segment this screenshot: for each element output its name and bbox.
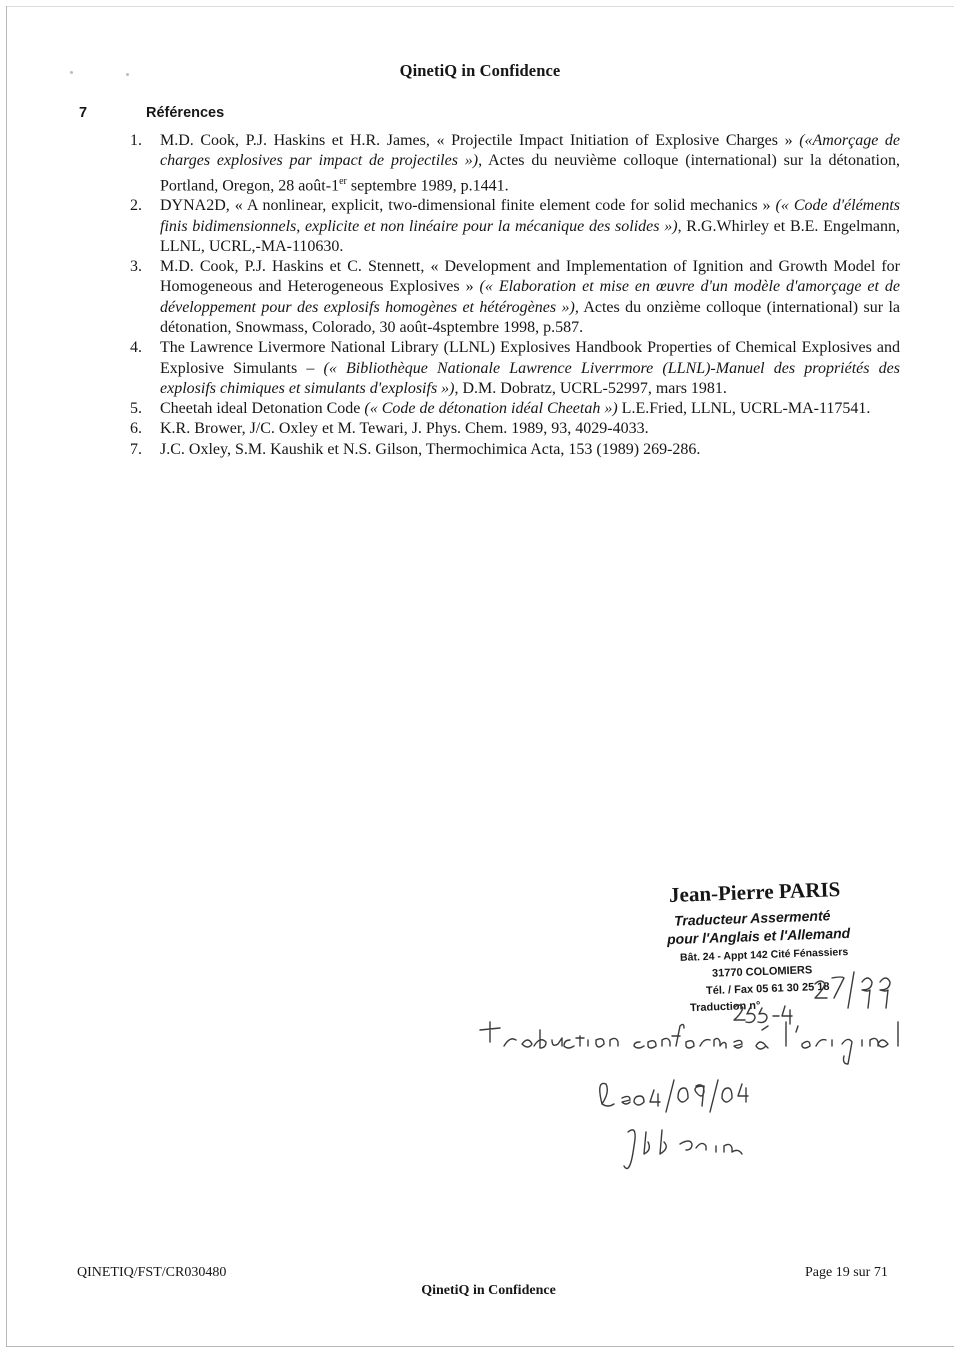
reference-item (120, 196, 900, 257)
reference-number: 7. (130, 440, 142, 458)
stamp-languages: pour l'Anglais et l'Allemand (666, 924, 851, 948)
stamp-name: Jean-Pierre PARIS (668, 877, 841, 907)
reference-text (160, 399, 900, 419)
reference-fragment: M.D. Cook, P.J. Haskins et H.R. James, « Projectile Impact Initiation of Explosive Charges » (160, 132, 800, 149)
reference-text (160, 338, 900, 399)
footer-page-number: Page 19 sur 71 (805, 1265, 888, 1280)
reference-translation: (« Code de détonation idéal Cheetah ») (364, 400, 618, 418)
stamp-title: Traducteur Assermenté (673, 907, 831, 929)
handwritten-annotation (470, 960, 960, 1190)
reference-fragment: L.E.Fried, LLNL, UCRL-MA-117541. (617, 400, 871, 418)
reference-fragment: K.R. Brower, J/C. Oxley et M. Tewari, J. Phys. Chem. 1989, 93, 4029-4033. (160, 420, 649, 438)
section-number: 7 (79, 105, 88, 121)
stamp-address: Bât. 24 - Appt 142 Cité Fénassiers (679, 946, 849, 964)
reference-translation: («Amorçage de charges explosives par impact de projectiles ») (160, 132, 900, 170)
header-classification: QinetiQ in Confidence (399, 61, 561, 80)
reference-translation: (« Elaboration et mise en œuvre d'un modèle d'amorçage et de développement pour des explosifs homogènes et hétérogènes ») (160, 278, 900, 316)
handwritten-line-1 (480, 1022, 898, 1064)
reference-item (120, 419, 900, 439)
reference-fragment: septembre 1989, p.1441. (346, 176, 509, 194)
handwritten-translation-number (734, 1005, 792, 1024)
reference-item (120, 257, 900, 338)
scan-edge-left (6, 6, 7, 1346)
handwritten-date (600, 1080, 748, 1112)
reference-number: 6. (130, 420, 142, 438)
reference-number: 1. (130, 132, 142, 149)
reference-number: 4. (130, 339, 142, 357)
reference-text (160, 196, 900, 257)
stamp-phone: Tél. / Fax 05 61 30 25 18 (706, 980, 831, 998)
reference-item (120, 131, 900, 196)
reference-fragment: Cheetah ideal Detonation Code (160, 400, 365, 418)
reference-number: 5. (130, 400, 142, 418)
reference-text (160, 131, 900, 196)
reference-fragment: , R.G.Whirley et B.E. Engelmann, LLNL, UCRL,-MA-110630. (160, 217, 900, 255)
reference-fragment: , D.M. Dobratz, UCRL-52997, mars 1981. (454, 379, 727, 397)
footer-classification: QinetiQ in Confidence (421, 1283, 556, 1298)
stamp-translation-number-label: Traduction n° (689, 999, 761, 1015)
reference-fragment: , Actes du neuvième colloque (international) sur la détonation, Portland, Oregon, 28 août-1 (160, 152, 900, 194)
scan-edge-bottom (6, 1346, 954, 1347)
reference-item (120, 440, 900, 460)
superscript: er (339, 175, 347, 187)
reference-fragment: , Actes du onzième colloque (international) sur la détonation, Snowmass, Colorado, 30 août-4sptembre 1998, p.587. (160, 298, 900, 336)
reference-item (120, 338, 900, 399)
reference-number: 2. (130, 197, 142, 215)
reference-fragment: M.D. Cook, P.J. Haskins et C. Stennett, « Development and Implementation of Ignition and Growth Model for Homogeneous and Heterogeneous Explosives » (160, 258, 900, 296)
reference-text (160, 440, 900, 460)
reference-text (160, 419, 900, 439)
handwritten-page-count (815, 972, 890, 1008)
scan-edge-top (6, 6, 954, 7)
handwritten-signature (624, 1130, 742, 1169)
stamp-city: 31770 COLOMIERS (711, 964, 813, 980)
reference-fragment: DYNA2D, « A nonlinear, explicit, two-dimensional finite element code for solid mechanics » (160, 197, 776, 215)
reference-list (120, 131, 900, 460)
reference-text (160, 257, 900, 338)
reference-translation: (« Code d'éléments finis bidimensionnels, explicite et non linéaire pour la mécanique des solides ») (160, 197, 900, 235)
footer-document-reference: QINETIQ/FST/CR030480 (77, 1265, 227, 1280)
reference-fragment: The Lawrence Livermore National Library (LLNL) Explosives Handbook Properties of Chemical Explosives and Explosive Simulants – (160, 339, 900, 377)
reference-number: 3. (130, 258, 142, 276)
reference-item (120, 399, 900, 419)
reference-fragment: J.C. Oxley, S.M. Kaushik et N.S. Gilson, Thermochimica Acta, 153 (1989) 269-286. (160, 440, 701, 458)
section-title: Références (146, 105, 225, 121)
reference-translation: (« Bibliothèque Nationale Lawrence Liverrmore (LLNL)-Manuel des propriétés des explosifs chimiques et simulants d'explosifs ») (160, 359, 900, 397)
